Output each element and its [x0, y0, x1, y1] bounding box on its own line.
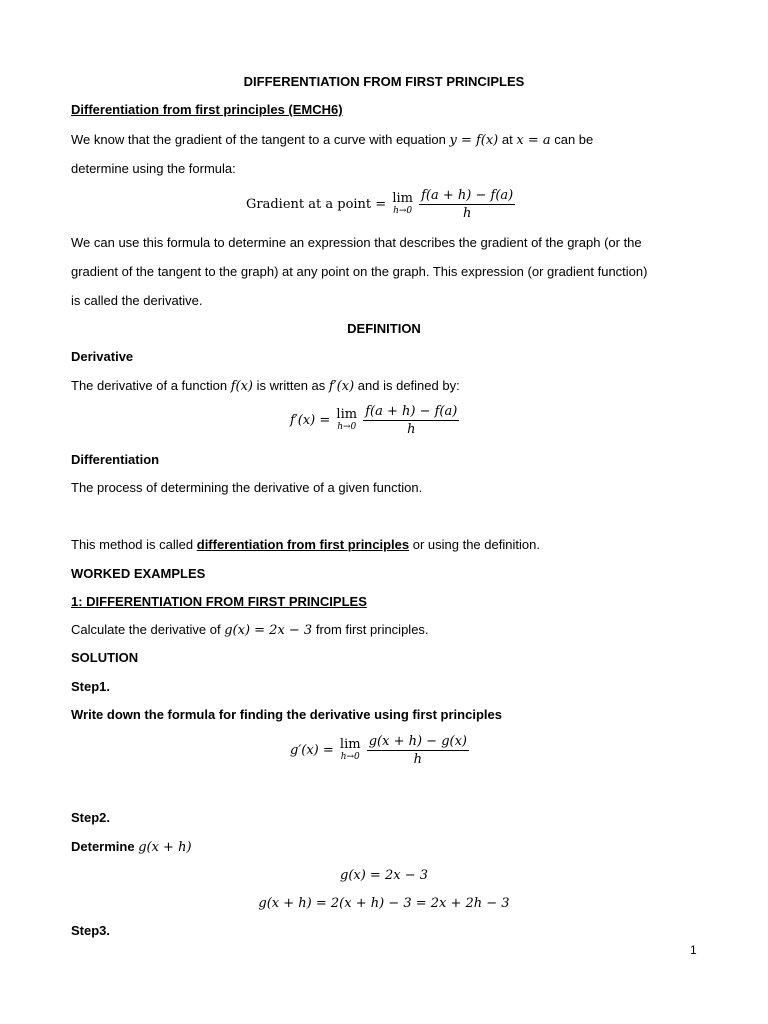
- solution-heading: SOLUTION: [71, 650, 139, 665]
- intro-text-3: can be: [554, 132, 594, 147]
- paragraph2-line-2: gradient of the tangent to the graph) at any point on the graph. This expression (or gradient function): [71, 264, 648, 279]
- formula3-limit: [339, 736, 361, 763]
- formula2-limit: [336, 406, 358, 433]
- formula1-lim-word: lim: [392, 190, 413, 206]
- intro-math-2: x = a: [516, 133, 551, 148]
- paragraph2-line-3: is called the derivative.: [71, 293, 203, 308]
- paragraph2-line-1: We can use this formula to determine an expression that describes the gradient of the graph (or the: [71, 235, 642, 250]
- method-emphasis: differentiation from first principles: [196, 537, 410, 552]
- example1-text: [71, 621, 429, 640]
- formula2-fraction: [363, 404, 459, 437]
- step2-math: g(x + h): [138, 840, 192, 855]
- step2-instruction: [71, 838, 192, 857]
- formula1-denominator: h: [462, 206, 472, 221]
- derivative-text-1: The derivative of a function: [71, 378, 228, 393]
- step2-label: Step2.: [71, 810, 111, 825]
- step1-instruction: Write down the formula for finding the derivative using first principles: [71, 707, 502, 722]
- derivative-text-3: and is defined by:: [357, 378, 460, 393]
- derivative-text-2: is written as: [256, 378, 326, 393]
- formula1-lhs: Gradient at a point =: [246, 197, 387, 212]
- derivative-formula: [290, 404, 459, 437]
- definition-heading: DEFINITION: [347, 321, 421, 336]
- differentiation-heading: Differentiation: [71, 452, 160, 467]
- method-text-2: or using the definition.: [412, 537, 540, 552]
- intro-math-1: y = f(x): [449, 133, 499, 148]
- step1-label: Step1.: [71, 679, 111, 694]
- derivative-heading: Derivative: [71, 349, 134, 364]
- formula2-denominator: h: [407, 422, 416, 437]
- step3-label: Step3.: [71, 923, 111, 938]
- example1-math: g(x) = 2x − 3: [224, 623, 313, 638]
- method-text-1: This method is called: [71, 537, 194, 552]
- derivative-text: [71, 377, 460, 396]
- formula1-limit: [392, 190, 413, 217]
- differentiation-text: The process of determining the derivative of a given function.: [71, 480, 423, 495]
- formula3-lhs: g′(x) =: [290, 743, 334, 758]
- formula2-lim-word: lim: [336, 406, 358, 422]
- equation-g-x-plus-h: g(x + h) = 2(x + h) − 3 = 2x + 2h − 3: [258, 896, 510, 911]
- intro-line-2: determine using the formula:: [71, 161, 236, 176]
- formula3-lim-sub: h→0: [340, 751, 360, 762]
- formula1-fraction: [419, 188, 515, 221]
- gradient-formula: [246, 188, 515, 221]
- formula3-denominator: h: [413, 752, 423, 767]
- formula3-numerator: g(x + h) − g(x): [368, 734, 467, 749]
- method-text: [71, 536, 540, 554]
- worked-examples-heading: WORKED EXAMPLES: [71, 566, 206, 581]
- example1-heading: 1: DIFFERENTIATION FROM FIRST PRINCIPLES: [71, 594, 367, 609]
- derivative-math-2: f′(x): [328, 379, 355, 394]
- intro-line-1: [71, 131, 593, 150]
- page-number: 1: [690, 943, 697, 957]
- example1-text-2: from first principles.: [315, 622, 429, 637]
- derivative-g-formula: [290, 734, 469, 767]
- formula2-numerator: f(a + h) − f(a): [365, 404, 458, 419]
- formula1-numerator: f(a + h) − f(a): [421, 188, 514, 203]
- intro-text-1: We know that the gradient of the tangent to a curve with equation: [71, 132, 446, 147]
- section-heading: Differentiation from first principles (EMCH6): [71, 102, 343, 117]
- equation-g: g(x) = 2x − 3: [340, 868, 428, 883]
- formula3-lim-word: lim: [339, 736, 361, 752]
- formula2-lim-sub: h→0: [337, 421, 357, 432]
- intro-text-2: at: [501, 132, 513, 147]
- formula3-fraction: [367, 734, 469, 767]
- derivative-math-1: f(x): [230, 379, 254, 394]
- page-title: DIFFERENTIATION FROM FIRST PRINCIPLES: [243, 74, 525, 89]
- formula2-lhs: f′(x) =: [290, 413, 331, 428]
- step2-text: Determine: [71, 839, 135, 854]
- example1-text-1: Calculate the derivative of: [71, 622, 221, 637]
- formula1-lim-sub: h→0: [393, 205, 413, 216]
